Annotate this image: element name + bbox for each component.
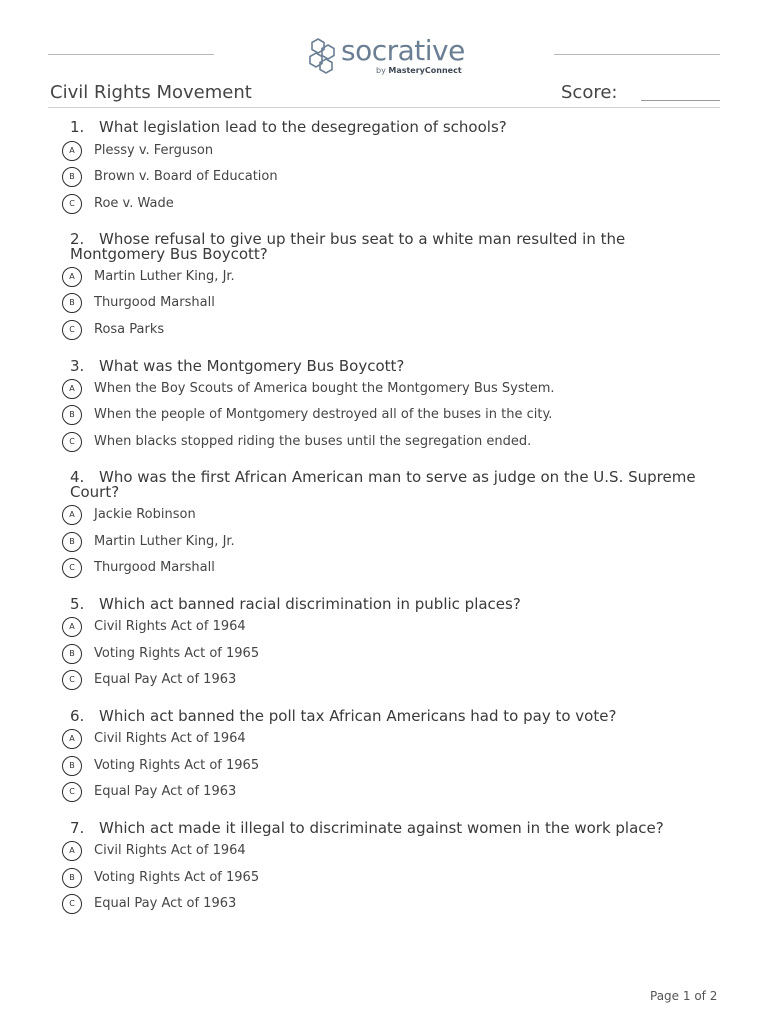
question-text: Which act banned the poll tax African Americans had to pay to vote? [99, 707, 617, 725]
option-label: Rosa Parks [94, 322, 165, 337]
question-text: Which act made it illegal to discriminate against women in the work place? [99, 819, 664, 837]
question-1 [70, 120, 710, 135]
option-label: When the Boy Scouts of America bought the Montgomery Bus System. [94, 381, 555, 396]
answer-bubble[interactable]: A [62, 141, 82, 161]
question-3 [70, 359, 710, 374]
option-label: Roe v. Wade [94, 196, 174, 211]
answer-bubble[interactable]: B [62, 644, 82, 664]
option-label: Jackie Robinson [94, 507, 196, 522]
quiz-title: Civil Rights Movement [50, 82, 252, 103]
logo-byline: by MasteryConnect [376, 66, 462, 75]
option-label: Brown v. Board of Education [94, 169, 278, 184]
answer-bubble[interactable]: C [62, 194, 82, 214]
answer-bubble[interactable]: A [62, 617, 82, 637]
answer-bubble[interactable]: B [62, 405, 82, 425]
option-label: Equal Pay Act of 1963 [94, 784, 237, 799]
header-rule-right [554, 54, 720, 55]
option-label: Equal Pay Act of 1963 [94, 672, 237, 687]
question-text: What was the Montgomery Bus Boycott? [99, 357, 405, 375]
question-text: Whose refusal to give up their bus seat to a white man resulted in the Montgomery Bus Boycott? [70, 230, 626, 263]
question-2 [70, 232, 710, 262]
option-label: Plessy v. Ferguson [94, 143, 214, 158]
question-number: 5. [70, 595, 85, 613]
question-text: What legislation lead to the desegregation of schools? [99, 118, 507, 136]
answer-bubble[interactable]: A [62, 267, 82, 287]
question-5 [70, 597, 710, 612]
question-number: 4. [70, 468, 85, 486]
option-label: Martin Luther King, Jr. [94, 269, 235, 284]
option-label: Voting Rights Act of 1965 [94, 870, 260, 885]
option-label: Civil Rights Act of 1964 [94, 843, 246, 858]
answer-bubble[interactable]: C [62, 558, 82, 578]
answer-bubble[interactable]: C [62, 670, 82, 690]
option-label: Equal Pay Act of 1963 [94, 896, 237, 911]
answer-bubble[interactable]: A [62, 841, 82, 861]
option-label: Civil Rights Act of 1964 [94, 619, 246, 634]
answer-bubble[interactable]: B [62, 167, 82, 187]
option-label: Voting Rights Act of 1965 [94, 646, 260, 661]
answer-bubble[interactable]: B [62, 868, 82, 888]
answer-bubble[interactable]: A [62, 505, 82, 525]
answer-bubble[interactable]: C [62, 432, 82, 452]
score-label: Score: [561, 82, 618, 103]
option-label: Civil Rights Act of 1964 [94, 731, 246, 746]
option-label: When blacks stopped riding the buses until the segregation ended. [94, 434, 532, 449]
question-6 [70, 709, 710, 724]
answer-bubble[interactable]: C [62, 894, 82, 914]
question-number: 7. [70, 819, 85, 837]
question-text: Which act banned racial discrimination in public places? [99, 595, 521, 613]
answer-bubble[interactable]: A [62, 379, 82, 399]
question-4 [70, 470, 710, 500]
question-number: 2. [70, 230, 85, 248]
option-label: Martin Luther King, Jr. [94, 534, 235, 549]
answer-bubble[interactable]: C [62, 320, 82, 340]
page-number: Page 1 of 2 [650, 989, 718, 1003]
option-label: Thurgood Marshall [94, 295, 215, 310]
answer-bubble[interactable]: B [62, 293, 82, 313]
header-divider [48, 107, 720, 108]
socrative-logo [306, 34, 466, 78]
answer-bubble[interactable]: B [62, 756, 82, 776]
hexagon-logo-icon [306, 36, 340, 74]
question-number: 3. [70, 357, 85, 375]
score-blank-line [641, 100, 720, 101]
answer-bubble[interactable]: B [62, 532, 82, 552]
option-label: Thurgood Marshall [94, 560, 215, 575]
logo-wordmark: socrative [341, 34, 465, 67]
question-number: 1. [70, 118, 85, 136]
answer-bubble[interactable]: C [62, 782, 82, 802]
option-label: Voting Rights Act of 1965 [94, 758, 260, 773]
option-label: When the people of Montgomery destroyed all of the buses in the city. [94, 407, 553, 422]
question-text: Who was the first African American man to serve as judge on the U.S. Supreme Court? [70, 468, 696, 501]
question-7 [70, 821, 710, 836]
answer-bubble[interactable]: A [62, 729, 82, 749]
question-number: 6. [70, 707, 85, 725]
header-rule-left [48, 54, 214, 55]
